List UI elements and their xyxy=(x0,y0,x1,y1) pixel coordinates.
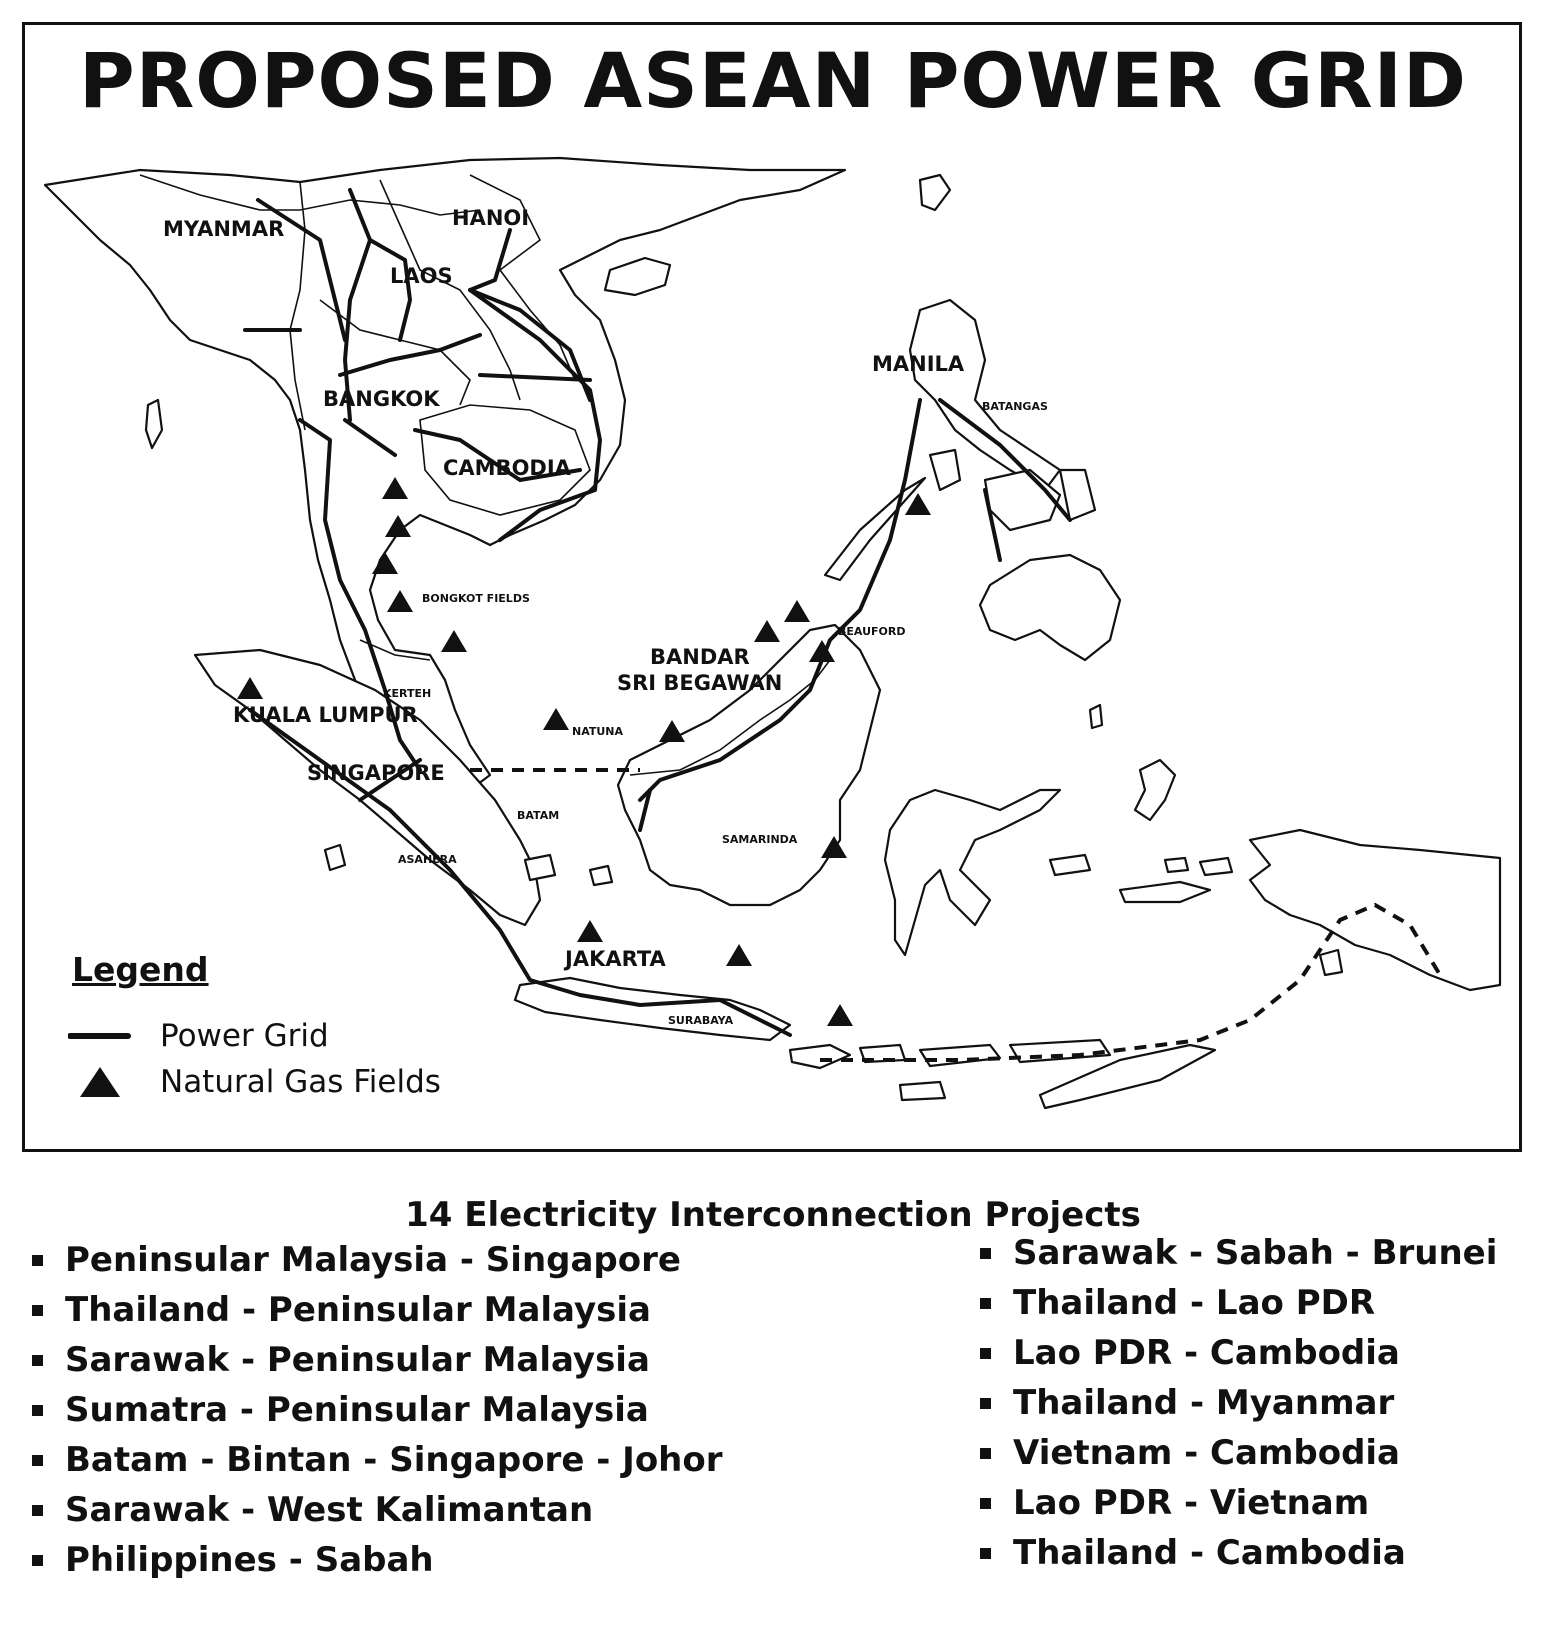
landmass-belitung xyxy=(590,866,612,885)
list-item: Sarawak - Sabah - Brunei xyxy=(980,1228,1497,1278)
list-item: Thailand - Myanmar xyxy=(980,1378,1497,1428)
label-manila: MANILA xyxy=(872,352,965,376)
landmass-bangka xyxy=(525,855,555,880)
landmass-bali xyxy=(790,1045,850,1068)
label-kuala-lumpur: KUALA LUMPUR xyxy=(233,703,418,727)
list-item: Sumatra - Peninsular Malaysia xyxy=(32,1385,723,1435)
gas-field-triangle-icon xyxy=(68,1064,138,1100)
label-hanoi: HANOI xyxy=(452,206,530,230)
bullet-icon xyxy=(32,1505,43,1516)
gas-field-marker xyxy=(387,590,413,612)
gas-field-marker xyxy=(754,620,780,642)
label-surabaya: SURABAYA xyxy=(668,1014,734,1027)
landmass-andaman xyxy=(146,400,162,448)
power-grid-line-icon xyxy=(68,1026,138,1046)
label-natuna: NATUNA xyxy=(572,725,624,738)
bullet-icon xyxy=(32,1405,43,1416)
label-batam: BATAM xyxy=(517,809,560,822)
projects-list-left xyxy=(32,1235,723,1585)
label-asahera: ASAHERA xyxy=(398,853,457,866)
bullet-icon xyxy=(980,1548,991,1559)
landmass-buru xyxy=(1050,855,1090,875)
list-item: Vietnam - Cambodia xyxy=(980,1428,1497,1478)
landmass-hainan xyxy=(605,258,670,295)
list-item: Batam - Bintan - Singapore - Johor xyxy=(32,1435,723,1485)
list-item: Philippines - Sabah xyxy=(32,1535,723,1585)
landmass-aru xyxy=(1320,950,1342,975)
label-beauford: BEAUFORD xyxy=(838,625,906,638)
list-item: Thailand - Peninsular Malaysia xyxy=(32,1285,723,1335)
landmass-mindanao xyxy=(980,555,1120,660)
legend-label: Natural Gas Fields xyxy=(160,1064,441,1100)
bullet-icon xyxy=(980,1398,991,1409)
gas-field-marker xyxy=(577,920,603,942)
bullet-icon xyxy=(32,1305,43,1316)
bullet-icon xyxy=(32,1355,43,1366)
list-item: Thailand - Lao PDR xyxy=(980,1278,1497,1328)
label-cambodia: CAMBODIA xyxy=(443,456,571,480)
landmass-mindoro xyxy=(930,450,960,490)
bullet-icon xyxy=(980,1448,991,1459)
bullet-icon xyxy=(980,1248,991,1259)
projects-list-right xyxy=(980,1228,1497,1578)
landmass-sumba xyxy=(900,1082,945,1100)
gas-field-marker xyxy=(784,600,810,622)
label-bongkot: BONGKOT FIELDS xyxy=(422,592,530,605)
list-item: Lao PDR - Vietnam xyxy=(980,1478,1497,1528)
label-bandar: BANDAR xyxy=(650,645,750,669)
gas-field-marker xyxy=(659,720,685,742)
landmass-small-1 xyxy=(1200,858,1232,875)
bullet-icon xyxy=(980,1498,991,1509)
label-batangas: BATANGAS xyxy=(982,400,1048,413)
projects-title: 14 Electricity Interconnection Projects xyxy=(405,1195,1141,1235)
landmass-new-guinea xyxy=(1250,830,1500,990)
bullet-icon xyxy=(980,1348,991,1359)
label-singapore: SINGAPORE xyxy=(307,761,445,785)
gas-field-marker xyxy=(827,1004,853,1026)
landmass-sumbawa xyxy=(920,1045,1000,1066)
landmass-flores xyxy=(1010,1040,1110,1062)
landmass-sulawesi xyxy=(885,790,1060,955)
label-samarinda: SAMARINDA xyxy=(722,833,798,846)
landmass-palawan xyxy=(825,478,925,580)
list-item: Lao PDR - Cambodia xyxy=(980,1328,1497,1378)
label-kerteh: KERTEH xyxy=(383,687,432,700)
list-item: Peninsular Malaysia - Singapore xyxy=(32,1235,723,1285)
gas-field-marker xyxy=(726,944,752,966)
bullet-icon xyxy=(32,1555,43,1566)
landmass-seram xyxy=(1120,882,1210,902)
gas-field-marker xyxy=(543,708,569,730)
landmass-taiwan xyxy=(920,175,950,210)
bullet-icon xyxy=(32,1455,43,1466)
label-sri-begawan: SRI BEGAWAN xyxy=(617,671,783,695)
landmass-nias xyxy=(325,845,345,870)
bullet-icon xyxy=(980,1298,991,1309)
bullet-icon xyxy=(32,1255,43,1266)
label-laos: LAOS xyxy=(390,264,453,288)
landmass-small-2 xyxy=(1165,858,1188,872)
legend-item-gas-fields xyxy=(68,1062,441,1102)
list-item: Thailand - Cambodia xyxy=(980,1528,1497,1578)
label-myanmar: MYANMAR xyxy=(163,217,285,241)
landmass-halmahera xyxy=(1135,760,1175,820)
list-item: Sarawak - Peninsular Malaysia xyxy=(32,1335,723,1385)
landmass-natuna xyxy=(1090,705,1102,728)
legend-label: Power Grid xyxy=(160,1018,329,1054)
gas-field-marker xyxy=(441,630,467,652)
map-title: PROPOSED ASEAN POWER GRID xyxy=(79,36,1467,125)
label-jakarta: JAKARTA xyxy=(565,947,666,971)
legend-item-power-grid xyxy=(68,1016,329,1056)
list-item: Sarawak - West Kalimantan xyxy=(32,1485,723,1535)
legend xyxy=(68,950,488,1110)
legend-title: Legend xyxy=(72,950,209,989)
label-bangkok: BANGKOK xyxy=(323,387,440,411)
